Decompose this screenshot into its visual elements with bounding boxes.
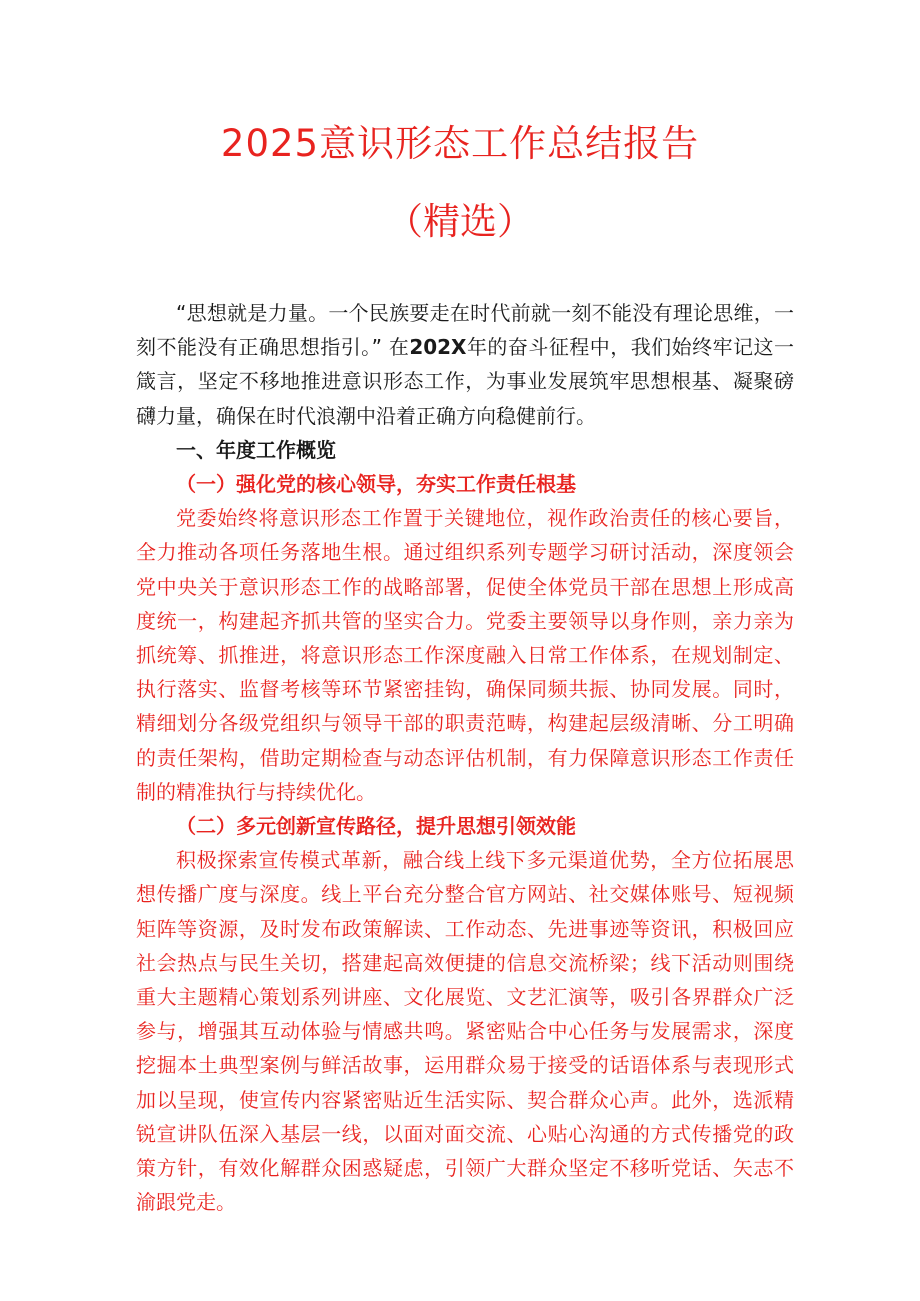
intro-text-part2: 年的奋斗征程中，我们始终牢记这一箴言，坚定不移地推进意识形态工作，为事业发展筑牢思想根基、凝聚磅礴力量，确保在时代浪潮中沿着正确方向稳健前行。 [136,335,795,428]
section-heading-overview: 一、年度工作概览 [176,437,336,462]
document-body [136,296,794,1219]
sub-heading-leadership: （一）强化党的核心领导，夯实工作责任根基 [176,472,576,497]
paragraph-publicity: 积极探索宣传模式革新，融合线上线下多元渠道优势，全方位拓展思想传播广度与深度。线上平台充分整合官方网站、社交媒体账号、短视频矩阵等资源，及时发布政策解读、工作动态、先进事迹等资讯，积极回应社会热点与民生关切，搭建起高效便捷的信息交流桥梁；线下活动则围绕重大主题精心策划系列讲座、文化展览、文艺汇演等，吸引各界群众广泛参与，增强其互动体验与情感共鸣。紧密贴合中心任务与发展需求，深度挖掘本土典型案例与鲜活故事，运用群众易于接受的话语体系与表现形式加以呈现，使宣传内容紧密贴近生活实际、契合群众心声。此外，选派精锐宣讲队伍深入基层一线，以面对面交流、心贴心沟通的方式传播党的政策方针，有效化解群众困惑疑虑，引领广大群众坚定不移听党话、矢志不渝跟党走。 [136,848,794,1215]
sub-heading-publicity: （二）多元创新宣传路径，提升思想引领效能 [176,814,576,839]
document-subtitle: （精选） [386,200,534,243]
paragraph-leadership: 党委始终将意识形态工作置于关键地位，视作政治责任的核心要旨，全力推动各项任务落地生根。通过组织系列专题学习研讨活动，深度领会党中央关于意识形态工作的战略部署，促使全体党员干部在思想上形成高度统一，构建起齐抓共管的坚实合力。党委主要领导以身作则，亲力亲为抓统筹、抓推进，将意识形态工作深度融入日常工作体系，在规划制定、执行落实、监督考核等环节紧密挂钩，确保同频共振、协同发展。同时，精细划分各级党组织与领导干部的职责范畴，构建起层级清晰、分工明确的责任架构，借助定期检查与动态评估机制，有力保障意识形态工作责任制的精准执行与持续优化。 [136,506,794,804]
intro-text-part1: “思想就是力量。一个民族要走在时代前就一刻不能没有理论思维，一刻不能没有正确思想指引。” 在 [136,301,794,360]
intro-paragraph [136,296,794,433]
document-title: 2025意识形态工作总结报告 [220,122,700,165]
intro-year: 202X [409,335,467,360]
